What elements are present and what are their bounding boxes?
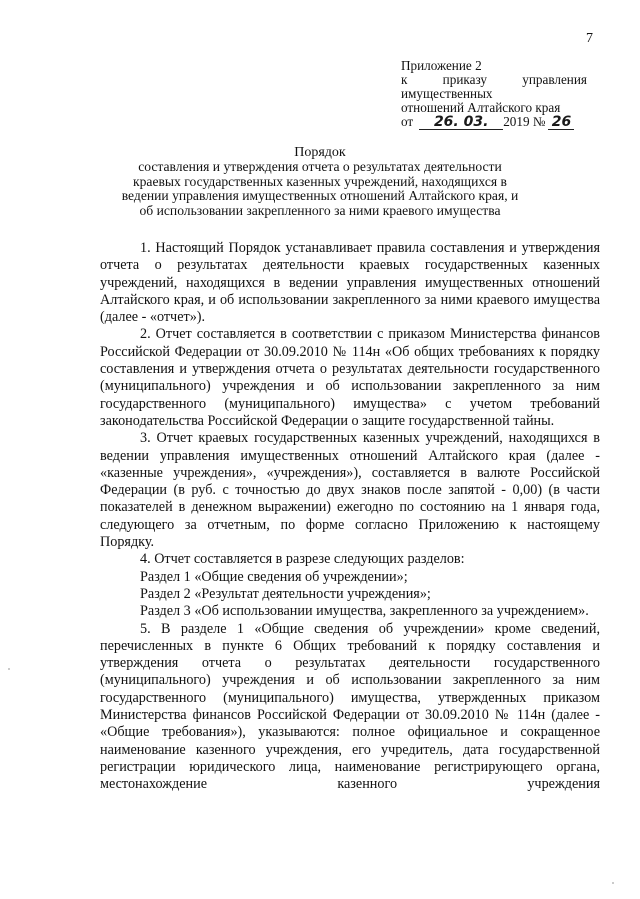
appendix-date-line <box>401 115 587 130</box>
paragraph-3: 3. Отчет краевых государственных казенных учреждений, находящихся в ведении управления имущественных отношений Алтайского края (далее - «казенные учреждения», «учреждения»), составляется в валюте Российской Федерации (в руб. с точностью до двух знаков после запятой - 0,00) (в части показателей в денежном выражении) ежегодно по состоянию на 1 января года, следующего за отчетным, по форме согласно Приложению к настоящему Порядку. <box>100 430 600 551</box>
appendix-block <box>401 59 587 130</box>
appendix-line-4: отношений Алтайского края <box>401 100 561 115</box>
appendix-word-to: к <box>401 72 408 87</box>
paragraph-2: 2. Отчет составляется в соответствии с приказом Министерства финансов Российской Федерации от 30.09.2010 № 114н «Об общих требованиях к порядку составления и утверждения отчета о результатах деятельности государственного (муниципального) учреждения и об использовании закрепленного за ним государственного (муниципального) имущества» с учетом требований законодательства Российской Федерации о защите государственной тайны. <box>100 326 600 429</box>
paragraph-5: 5. В разделе 1 «Общие сведения об учреждении» кроме сведений, перечисленных в пункте 6 Общих требований к порядку составления и утверждения отчета о результатах деятельности государственного (муниципального) учреждения и об использовании закрепленного за ним государственного (муниципального) имущества, утвержденных приказом Министерства финансов Российской Федерации от 30.09.2010 № 114н (далее - «Общие требования»), указываются: полное официальное и сокращенное наименование казенного учреждения, его учредитель, дата государственной регистрации юридического лица, наименование регистрирующего органа, местонахождение казенного учреждения <box>100 620 600 793</box>
document-body <box>100 240 600 794</box>
appendix-line-1: Приложение 2 <box>401 58 482 73</box>
appendix-word-department: управления <box>522 72 587 87</box>
appendix-line-3: имущественных <box>401 86 493 101</box>
date-prefix: от <box>401 114 414 129</box>
section-3-item: Раздел 3 «Об использовании имущества, закрепленного за учреждением». <box>140 603 589 620</box>
document-subtitle: составления и утверждения отчета о результатах деятельности краевых государственных казенных учреждений, находящихся в ведении управления имущественных отношений Алтайского края, и об использовании закрепленного за ними краевого имущества <box>121 159 519 218</box>
paragraph-1: 1. Настоящий Порядок устанавливает правила составления и утверждения отчета о результатах деятельности краевых государственных казенных учреждений, находящихся в ведении управления имущественных отношений Алтайского края, и об использовании закрепленного за ними краевого имущества (далее - «отчет»). <box>100 240 600 326</box>
paragraph-4: 4. Отчет составляется в разрезе следующих разделов: <box>140 551 465 568</box>
page-number: 7 <box>586 31 593 46</box>
document-title: Порядок <box>294 145 346 160</box>
appendix-line-2 <box>401 73 587 87</box>
scan-speck <box>612 882 614 884</box>
date-handwritten: 26. 03. <box>419 116 503 130</box>
scan-speck <box>8 668 10 670</box>
appendix-word-order: приказу <box>442 72 487 87</box>
order-year-number: 2019 № <box>503 114 546 129</box>
order-number-handwritten: 26 <box>548 116 574 130</box>
section-2-item: Раздел 2 «Результат деятельности учреждения»; <box>140 585 431 602</box>
section-1-item: Раздел 1 «Общие сведения об учреждении»; <box>140 568 408 585</box>
